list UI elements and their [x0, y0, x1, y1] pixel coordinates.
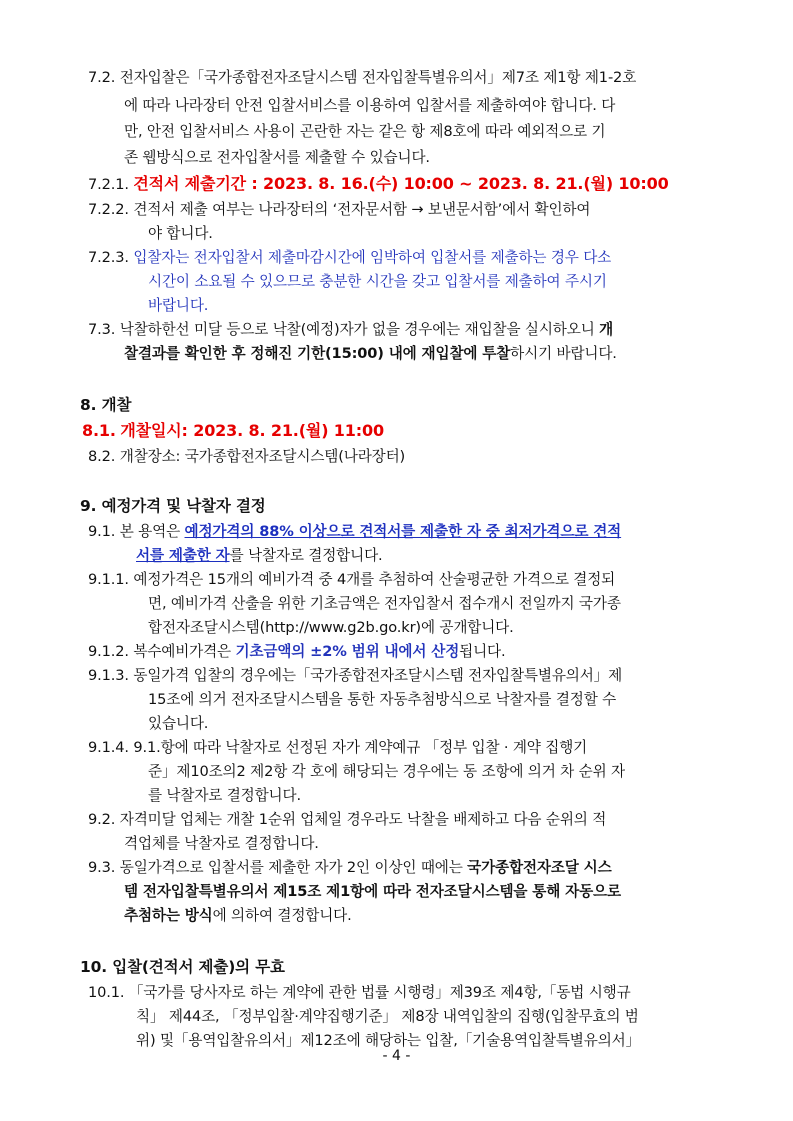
section-9-1-line-2 — [136, 546, 383, 566]
section-9-3-line-2: 템 전자입찰특별유의서 제15조 제1항에 따라 전자조달시스템을 통해 자동으로 — [124, 883, 621, 900]
heading-8: 8. 개찰 — [80, 396, 132, 414]
section-9-3-line-3 — [124, 906, 352, 926]
clause-text: 동일가격 입찰의 경우에는「국가종합전자조달시스템 전자입찰특별유의서」제 — [133, 667, 623, 684]
section-10-1-line-2: 칙」 제44조, 「정부입찰·계약집행기준」 제8장 내역입찰의 집행(입찰무효의 범 — [136, 1008, 639, 1025]
clause-number: 10.1. — [88, 984, 125, 1001]
award-criteria: 예정가격의 88% 이상으로 견적서를 제출한 자 중 최저가격으로 견적 — [184, 523, 622, 540]
clause-bold: 추첨하는 방식 — [124, 907, 213, 924]
section-7-2-line-4: 존 웹방식으로 전자입찰서를 제출할 수 있습니다. — [124, 149, 430, 166]
section-9-3-line-1 — [88, 858, 612, 878]
clause-text: 견적서 제출 여부는 나라장터의 ‘전자문서함 → 보낸문서함’에서 확인하여 — [133, 201, 591, 218]
section-8-1 — [82, 421, 384, 442]
opening-place: 개찰장소: 국가종합전자조달시스템(나라장터) — [119, 448, 406, 465]
section-10-1-line-1 — [88, 983, 631, 1003]
clause-number: 7.2.2. — [88, 201, 129, 218]
clause-text: 에 의하여 결정합니다. — [212, 907, 352, 924]
clause-number: 9.1.2. — [88, 643, 129, 660]
clause-text: 전자입찰은「국가종합전자조달시스템 전자입찰특별유의서」제7조 제1항 제1-2호 — [119, 69, 637, 86]
section-7-2-3-line-1 — [88, 248, 611, 268]
section-7-2-2-line-2: 야 합니다. — [148, 225, 213, 242]
section-7-2-line-1 — [88, 68, 636, 88]
clause-text: 본 용역은 — [119, 523, 185, 540]
opening-datetime: 개찰일시: 2023. 8. 21.(월) 11:00 — [120, 421, 384, 440]
clause-text: 자격미달 업체는 개찰 1순위 업체일 경우라도 낙찰을 배제하고 다음 순위의 적 — [119, 811, 607, 828]
clause-text: 동일가격으로 입찰서를 제출한 자가 2인 이상인 때에는 — [119, 859, 468, 876]
clause-number: 7.3. — [88, 321, 116, 338]
heading-10: 10. 입찰(견적서 제출)의 무효 — [80, 958, 285, 976]
clause-bold: 개 — [599, 321, 614, 338]
clause-text: 를 낙찰자로 결정합니다. — [229, 547, 383, 564]
section-9-2-line-2: 격업체를 낙찰자로 결정합니다. — [124, 835, 319, 852]
clause-bold: 찰결과를 확인한 후 정해진 기한(15:00) 내에 재입찰에 투찰 — [124, 345, 511, 362]
clause-text: 예정가격은 15개의 예비가격 중 4개를 추첨하여 산술평균한 가격으로 결정되 — [133, 571, 616, 588]
clause-number: 7.2. — [88, 69, 116, 86]
clause-number: 9.1.1. — [88, 571, 129, 588]
clause-text: 됩니다. — [459, 643, 506, 660]
section-9-1-4-line-2: 준」제10조의2 제2항 각 호에 해당되는 경우에는 동 조항에 의거 차 순위 자 — [148, 763, 625, 780]
section-9-1-1-line-2: 면, 예비가격 산출을 위한 기초금액은 전자입찰서 접수개시 전일까지 국가종 — [148, 595, 621, 612]
submission-period: 견적서 제출기간 : 2023. 8. 16.(수) 10:00 ~ 2023. 8. 21.(월) 10:00 — [133, 174, 669, 193]
section-7-2-3-line-3: 바랍니다. — [148, 297, 209, 314]
section-9-1-4-line-3: 를 낙찰자로 결정합니다. — [148, 787, 301, 804]
section-9-1-1-line-3: 합전자조달시스템(http://www.g2b.go.kr)에 공개합니다. — [148, 619, 514, 636]
clause-number: 9.1. — [88, 523, 116, 540]
section-7-2-3-line-2: 시간이 소요될 수 있으므로 충분한 시간을 갖고 입찰서를 제출하여 주시기 — [148, 273, 607, 290]
clause-number: 9.2. — [88, 811, 116, 828]
section-9-1-1-line-1 — [88, 570, 615, 590]
award-criteria: 서를 제출한 자 — [136, 547, 230, 564]
page-number: - 4 - — [382, 1048, 411, 1064]
clause-number: 9.1.3. — [88, 667, 129, 684]
section-7-3-line-1 — [88, 320, 613, 340]
section-9-1-3-line-2: 15조에 의거 전자조달시스템을 통한 자동추첨방식으로 낙찰자를 결정할 수 — [148, 691, 617, 708]
clause-text: 낙찰하한선 미달 등으로 낙찰(예정)자가 없을 경우에는 재입찰을 실시하오니 — [119, 321, 600, 338]
clause-text: 「국가를 당사자로 하는 계약에 관한 법률 시행령」제39조 제4항,「동법 시행규 — [128, 984, 631, 1001]
section-9-1-4-line-1 — [88, 738, 587, 758]
heading-9: 9. 예정가격 및 낙찰자 결정 — [80, 497, 266, 515]
section-9-2-line-1 — [88, 810, 606, 830]
section-9-1-3-line-1 — [88, 666, 622, 686]
section-7-2-line-3: 만, 안전 입찰서비스 사용이 곤란한 자는 같은 항 제8호에 따라 예외적으로 기 — [124, 123, 606, 140]
clause-text: 입찰자는 전자입찰서 제출마감시간에 임박하여 입찰서를 제출하는 경우 다소 — [133, 249, 612, 266]
section-9-1-line-1 — [88, 522, 621, 542]
clause-text: 9.1.항에 따라 낙찰자로 선정된 자가 계약예규 「정부 입찰 · 계약 집행기 — [133, 739, 588, 756]
clause-number: 7.2.1. — [88, 176, 129, 193]
section-7-2-line-2: 에 따라 나라장터 안전 입찰서비스를 이용하여 입찰서를 제출하여야 합니다. 다 — [124, 97, 616, 114]
section-9-1-2 — [88, 642, 506, 662]
clause-number: 8.1. — [82, 421, 116, 440]
price-range: 기초금액의 ±2% 범위 내에서 산정 — [235, 643, 460, 660]
section-7-3-line-2 — [124, 344, 617, 364]
section-8-2 — [88, 447, 405, 467]
clause-number: 9.3. — [88, 859, 116, 876]
section-10-1-line-3: 위) 및「용역입찰유의서」제12조에 해당하는 입찰,「기술용역입찰특별유의서」 — [136, 1032, 641, 1049]
clause-text: 복수예비가격은 — [133, 643, 236, 660]
section-9-1-3-line-3: 있습니다. — [148, 715, 209, 732]
section-7-2-2-line-1 — [88, 200, 590, 220]
clause-number: 7.2.3. — [88, 249, 129, 266]
clause-number: 9.1.4. — [88, 739, 129, 756]
clause-number: 8.2. — [88, 448, 116, 465]
clause-bold: 국가종합전자조달 시스 — [467, 859, 612, 876]
clause-text: 하시기 바랍니다. — [510, 345, 617, 362]
section-7-2-1 — [88, 174, 669, 195]
